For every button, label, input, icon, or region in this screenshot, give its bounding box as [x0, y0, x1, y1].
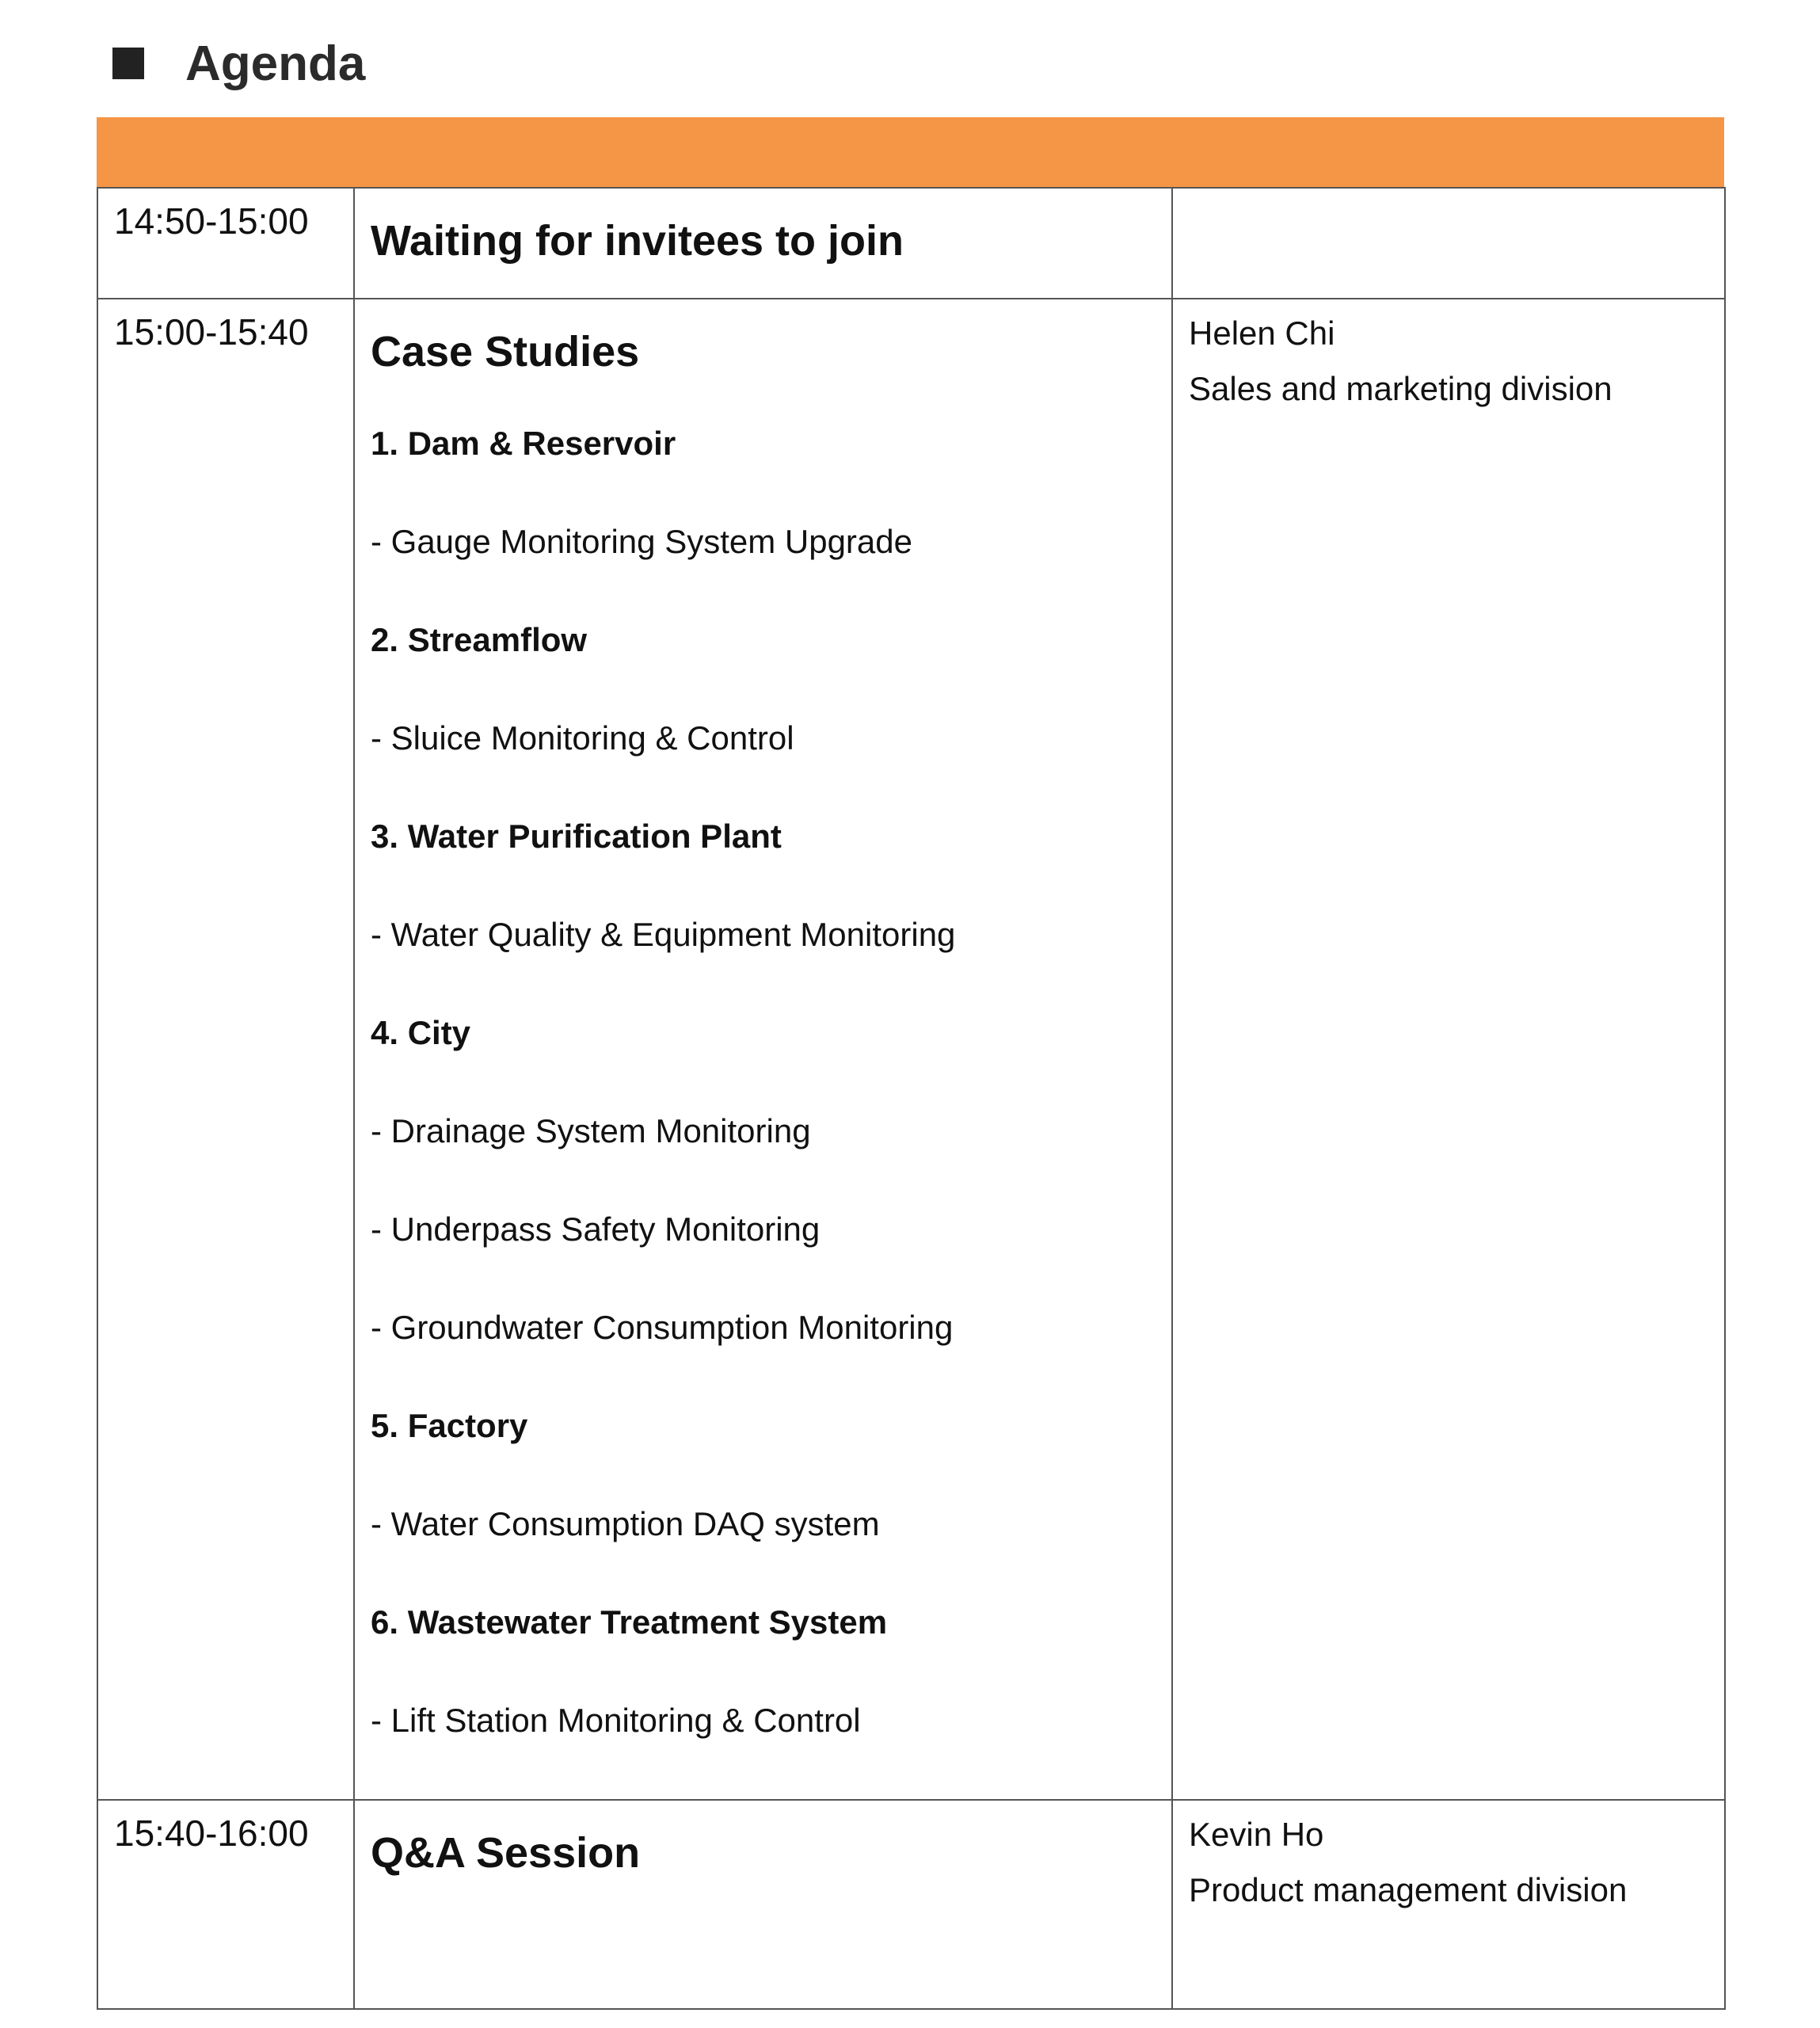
table-row: [97, 299, 1725, 1800]
case-study-heading: 3. Water Purification Plant: [371, 817, 782, 855]
speaker-name: Helen Chi: [1189, 314, 1335, 352]
case-study-heading: 4. City: [371, 1013, 471, 1051]
speaker-cell: [1172, 1800, 1725, 2009]
case-study-subitem: - Water Quality & Equipment Monitoring: [371, 915, 956, 953]
topic-cell: [354, 188, 1172, 299]
time-cell: [97, 1800, 354, 2009]
case-study-list: [355, 378, 1171, 1799]
topic-cell: [354, 1800, 1172, 2009]
topic-cell: [354, 299, 1172, 1800]
case-study-subitem: - Lift Station Monitoring & Control: [371, 1701, 861, 1739]
case-study-subitem: - Gauge Monitoring System Upgrade: [371, 522, 912, 560]
table-header-bar: [97, 117, 1724, 187]
speaker-cell: [1172, 299, 1725, 1800]
time-slot: 15:00-15:40: [114, 311, 309, 353]
time-slot: 14:50-15:00: [114, 200, 309, 242]
speaker-division: Product management division: [1189, 1870, 1628, 1908]
case-study-subitem: - Water Consumption DAQ system: [371, 1504, 880, 1542]
agenda-table: [97, 187, 1726, 2010]
case-study-heading: 2. Streamflow: [371, 620, 588, 658]
time-slot: 15:40-16:00: [114, 1812, 309, 1854]
case-study-heading: 5. Factory: [371, 1406, 528, 1444]
case-study-subitem: - Underpass Safety Monitoring: [371, 1210, 821, 1248]
case-study-heading: 6. Wastewater Treatment System: [371, 1603, 888, 1641]
speaker-cell: [1172, 188, 1725, 299]
speaker-name: Kevin Ho: [1189, 1815, 1324, 1853]
case-study-heading: 1. Dam & Reservoir: [371, 424, 676, 462]
session-title: Waiting for invitees to join: [371, 217, 904, 265]
speaker-division: Sales and marketing division: [1189, 370, 1612, 407]
case-study-subitem: - Groundwater Consumption Monitoring: [371, 1308, 954, 1346]
table-row: [97, 1800, 1725, 2009]
heading-title: Agenda: [185, 36, 366, 91]
case-study-subitem: - Sluice Monitoring & Control: [371, 719, 794, 757]
agenda-heading: [112, 24, 365, 103]
time-cell: [97, 188, 354, 299]
session-title: Q&A Session: [371, 1828, 641, 1877]
time-cell: [97, 299, 354, 1800]
session-title: Case Studies: [371, 328, 640, 375]
table-row: [97, 188, 1725, 299]
black-square-icon: [112, 48, 144, 79]
case-study-subitem: - Drainage System Monitoring: [371, 1111, 811, 1149]
